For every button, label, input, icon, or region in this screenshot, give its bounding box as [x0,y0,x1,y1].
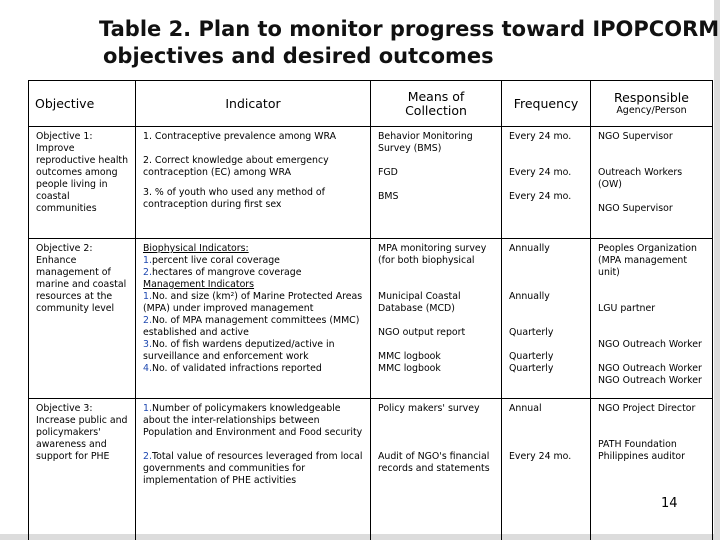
indicator-item: 2.Total value of resources leveraged from local governments and communities for implementation of PHE activities [143,451,363,486]
indicator-item: 1.Number of policymakers knowledgeable about the inter-relationships between Population and Environment and Food security [143,403,363,438]
header-responsible-sub: Agency/Person [616,104,687,116]
indicator-item: 4.No. of validated infractions reported [143,363,322,374]
objective-1-responsible [591,127,713,239]
page-title [99,16,719,70]
objective-3-indicators [136,399,371,540]
responsible-item: NGO Supervisor [598,203,673,214]
header-objective: Objective [29,81,136,127]
responsible-item: PATH Foundation Philippines auditor [598,439,685,462]
indicator-item: 1. Contraceptive prevalence among WRA [143,131,337,142]
frequency-item: Quarterly [509,327,554,338]
responsible-item: Outreach Workers (OW) [598,167,683,190]
objective-2-responsible [591,239,713,399]
responsible-item: NGO Outreach Worker [598,363,702,374]
objective-1-indicators [136,127,371,239]
frequency-item: Annually [509,243,550,254]
objective-3-responsible [591,399,713,540]
objective-2-cell: Objective 2: Enhance management of marine and coastal resources at the community level [29,239,136,399]
monitoring-plan-table [28,80,713,540]
means-item: Behavior Monitoring Survey (BMS) [378,131,473,154]
frequency-item: Every 24 mo. [509,191,572,202]
frequency-item: Quarterly [509,351,554,362]
indicator-item: 3. % of youth who used any method of contraception during first sex [143,187,325,210]
indicator-item: 2.No. of MPA management committees (MMC) established and active [143,315,360,338]
means-item: Municipal Coastal Database (MCD) [378,291,461,314]
means-item: BMS [378,191,399,202]
header-responsible-title: Responsible [614,89,689,105]
header-indicator: Indicator [136,81,371,127]
objective-3-cell: Objective 3: Increase public and policymakers' awareness and support for PHE [29,399,136,540]
indicator-item: 1.No. and size (km²) of Marine Protected Areas (MPA) under improved management [143,291,363,314]
frequency-item: Every 24 mo. [509,451,572,462]
management-heading: Management Indicators [143,279,255,290]
page-number: 14 [661,496,678,511]
means-item: Policy makers' survey [378,403,480,414]
objective-1-frequency [502,127,591,239]
frequency-item: Every 24 mo. [509,167,572,178]
biophysical-heading: Biophysical Indicators: [143,243,249,254]
frame-right [714,0,720,540]
header-row [29,81,713,127]
responsible-item: Peoples Organization (MPA management unit) [598,243,697,278]
means-item: MPA monitoring survey (for both biophysical [378,243,487,266]
frequency-item: Annually [509,291,550,302]
objective-1-cell: Objective 1: Improve reproductive health outcomes among people living in coastal communities [29,127,136,239]
means-item: FGD [378,167,398,178]
indicator-item: 2. Correct knowledge about emergency contraception (EC) among WRA [143,155,329,178]
means-item: MMC logbook [378,363,441,374]
objective-2-means [371,239,502,399]
header-means-line-1: Means of [407,88,465,104]
means-item: MMC logbook [378,351,441,362]
means-item: Audit of NGO's financial records and statements [378,451,490,474]
responsible-item: NGO Outreach Worker [598,339,702,350]
objective-1-means [371,127,502,239]
indicator-item: 3.No. of fish wardens deputized/active in surveillance and enforcement work [143,339,335,362]
indicator-item: 2.hectares of mangrove coverage [143,267,302,278]
responsible-item: NGO Supervisor [598,131,673,142]
header-frequency: Frequency [502,81,591,127]
means-item: NGO output report [378,327,466,338]
frequency-item: Annual [509,403,542,414]
header-responsible [591,81,713,127]
header-means [371,81,502,127]
table-row [29,399,713,540]
responsible-item: NGO Outreach Worker [598,375,702,386]
objective-2-frequency [502,239,591,399]
objective-2-indicators [136,239,371,399]
frequency-item: Every 24 mo. [509,131,572,142]
table-row [29,239,713,399]
frequency-item: Quarterly [509,363,554,374]
header-means-line-2: Collection [405,102,467,118]
title-line-1: Table 2. Plan to monitor progress toward IPOPCORM [99,17,720,41]
objective-3-means [371,399,502,540]
table-row [29,127,713,239]
indicator-item: 1.percent live coral coverage [143,255,280,266]
title-line-2: objectives and desired outcomes [103,44,494,68]
responsible-item: LGU partner [598,303,656,314]
responsible-item: NGO Project Director [598,403,696,414]
objective-3-frequency [502,399,591,540]
